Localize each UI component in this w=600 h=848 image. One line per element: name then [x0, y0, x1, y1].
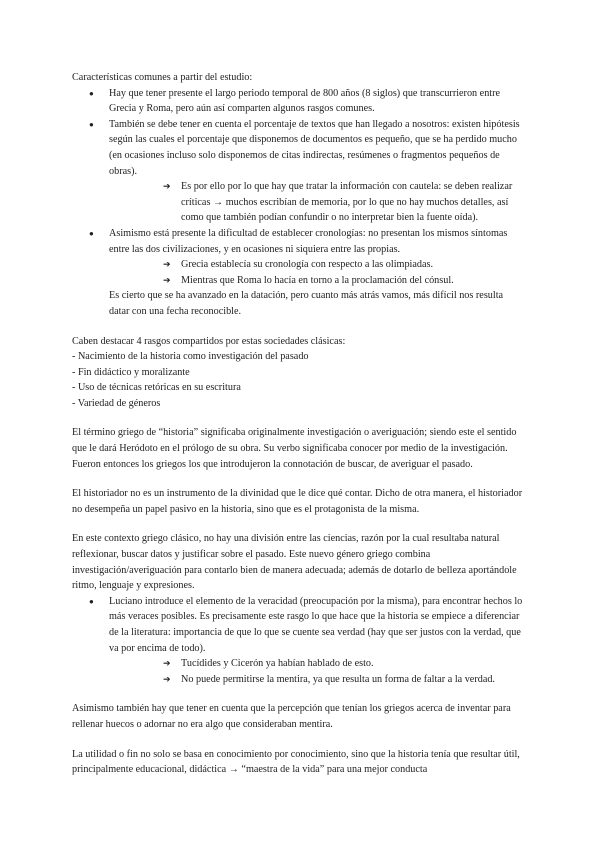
trait-item: - Uso de técnicas retóricas en su escritura: [72, 382, 241, 394]
features-bullet-list: [72, 86, 524, 289]
bullet-item: [72, 117, 524, 226]
arrow-text: Es por ello por lo que hay que tratar la información con cautela: se deben realizar críticas → muchos escribían de memoria, por lo que no hay muchos detalles, así como que también podían confundir o no interpretar bien la fuente oída).: [181, 181, 513, 224]
bullet-item: [72, 594, 524, 688]
arrow-list: [109, 179, 524, 226]
bullet-text: Asimismo está presente la dificultad de establecer cronologías: no presentan los mismos síntomas entre las dos civilizaciones, y en ocasiones ni siquiera entre las propias.: [109, 227, 508, 255]
arrow-text: No puede permitirse la mentira, ya que resulta un forma de faltar a la verdad.: [181, 673, 495, 685]
arrow-item: [109, 179, 524, 226]
traits-intro: Caben destacar 4 rasgos compartidos por estas sociedades clásicas:: [72, 335, 346, 347]
arrow-text: Grecia establecía su cronología con respecto a las olimpiadas.: [181, 259, 434, 271]
utility-paragraph: La utilidad o fin no solo se basa en conocimiento por conocimiento, sino que la historia tenía que resultar útil, principalmente educacional, didáctica → “maestra de la vida” para una mejor conducta: [72, 748, 520, 776]
bullet-text: Luciano introduce el elemento de la veracidad (preocupación por la misma), para encontrar hechos lo más veraces posibles. Es precisamente este rasgo lo que hace que la historia se empiece a diferenciar de la literatura: importancia de que lo que se cuente sea verdad (hay que ser justos con la verdad, que va por encima de todo).: [109, 595, 523, 654]
arrow-text: Tucídides y Cicerón ya habían hablado de esto.: [181, 658, 374, 670]
trait-item: - Nacimiento de la historia como investigación del pasado: [72, 351, 309, 363]
arrow-text: Mientras que Roma lo hacía en torno a la proclamación del cónsul.: [181, 274, 454, 286]
history-term-paragraph: El término griego de “historia” significaba originalmente investigación o averiguación; siendo este el sentido que le dará Heródoto en el prólogo de su obra. Su verbo significaba conocer por medio de la investigación. Fueron entonces los griegos los que introdujeron la connotación de buscar, de averiguar el pasado.: [72, 427, 517, 470]
traits-list: [72, 349, 524, 411]
context-paragraph: En este contexto griego clásico, no hay una división entre las ciencias, razón por la cual resultaba natural reflexionar, buscar datos y justificar sobre el pasado. Este nuevo género griego combina investigación/averiguación para contarlo bien de manera adecuada; además de dotarlo de belleza aportándole ritmo, lenguaje y expresiones.: [72, 533, 517, 592]
arrow-list: [109, 656, 524, 687]
section-intro: Características comunes a partir del estudio:: [72, 72, 253, 83]
bullet-item: [72, 86, 524, 117]
veracity-bullet-list: [72, 594, 524, 688]
trait-item: - Variedad de géneros: [72, 397, 161, 409]
bullet-item: [72, 226, 524, 288]
arrow-item: [109, 656, 524, 672]
arrow-item: [109, 257, 524, 273]
arrow-list: [109, 257, 524, 288]
arrow-item: [109, 273, 524, 289]
document-page: [72, 70, 524, 778]
bullet-text: Hay que tener presente el largo periodo temporal de 800 años (8 siglos) que transcurrieron entre Grecia y Roma, pero aún así comparten algunos rasgos comunes.: [109, 87, 501, 115]
trait-item: - Fin didáctico y moralizante: [72, 366, 190, 378]
historian-paragraph: El historiador no es un instrumento de la divinidad que le dice qué contar. Dicho de otra manera, el historiador no desempeña un papel pasivo en la historia, sino que es el protagonista de la misma.: [72, 488, 523, 515]
dating-note: Es cierto que se ha avanzado en la datación, pero cuanto más atrás vamos, más difícil nos resulta datar con una fecha reconocible.: [109, 290, 504, 317]
arrow-item: [109, 672, 524, 688]
perception-paragraph: Asimismo también hay que tener en cuenta que la percepción que tenían los griegos acerca de inventar para rellenar huecos o adornar no era algo que consideraban mentira.: [72, 703, 511, 730]
bullet-text: También se debe tener en cuenta el porcentaje de textos que han llegado a nosotros: existen hipótesis según las cuales el porcentaje que disponemos de documentos es pequeño, que se ha perdido mucho (en ocasiones incluso solo disponemos de citas indirectas, resúmenes o fragmentos pequeños de obras).: [109, 118, 520, 177]
